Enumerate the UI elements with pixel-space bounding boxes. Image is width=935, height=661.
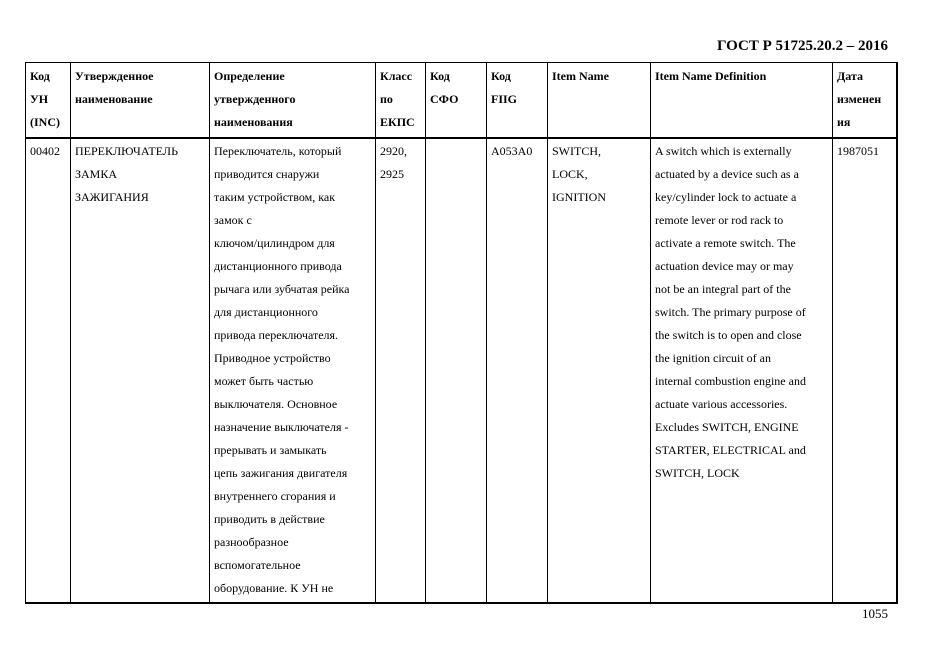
cell-line: activate a remote switch. The — [655, 236, 796, 250]
cell-item-name-definition — [651, 138, 833, 603]
cell-line: remote lever or rod rack to — [655, 213, 784, 227]
cell-line: внутреннего сгорания и — [214, 489, 336, 503]
cell-definition-ru — [210, 138, 376, 603]
cell-line: STARTER, ELECTRICAL and — [655, 443, 806, 457]
header-class-ekps: Класс по ЕКПС — [376, 63, 426, 139]
inc-table — [25, 62, 898, 604]
cell-line: для дистанционного — [214, 305, 318, 319]
cell-line: замок с — [214, 213, 252, 227]
cell-code-inc: 00402 — [26, 138, 71, 603]
cell-change-date: 1987051 — [833, 138, 897, 603]
header-code-sfo: Код СФО — [426, 63, 487, 139]
header-item-name: Item Name — [548, 63, 651, 139]
cell-line: 2925 — [380, 167, 404, 181]
cell-line: SWITCH, LOCK — [655, 466, 740, 480]
cell-line: разнообразное — [214, 535, 289, 549]
cell-line: назначение выключателя - — [214, 420, 349, 434]
cell-line: оборудование. К УН не — [214, 581, 334, 595]
cell-line: ключом/цилиндром для — [214, 236, 335, 250]
document-id: ГОСТ Р 51725.20.2 – 2016 — [716, 38, 888, 54]
cell-line: привода переключателя. — [214, 328, 339, 342]
cell-line: Приводное устройство — [214, 351, 331, 365]
header-change-date: Дата изменен ия — [833, 63, 897, 139]
cell-line: LOCK, — [552, 167, 588, 181]
cell-line: ПЕРЕКЛЮЧАТЕЛЬ — [75, 144, 178, 158]
cell-item-name — [548, 138, 651, 603]
cell-line: not be an integral part of the — [655, 282, 791, 296]
cell-line: приводить в действие — [214, 512, 325, 526]
cell-code-fiig: A053A0 — [487, 138, 548, 603]
cell-line: SWITCH, — [552, 144, 601, 158]
cell-line: рычага или зубчатая рейка — [214, 282, 350, 296]
cell-line: actuated by a device such as a — [655, 167, 799, 181]
cell-line: Excludes SWITCH, ENGINE — [655, 420, 799, 434]
cell-line: the switch is to open and close — [655, 328, 802, 342]
table-header-row — [26, 63, 897, 139]
cell-line: Переключатель, который — [214, 144, 342, 158]
header-approved-name: Утвержденное наименование — [71, 63, 210, 139]
cell-line: прерывать и замыкать — [214, 443, 327, 457]
cell-line: ЗАЖИГАНИЯ — [75, 190, 149, 204]
cell-line: ЗАМКА — [75, 167, 118, 181]
cell-line: таким устройством, как — [214, 190, 336, 204]
cell-line: вспомогательное — [214, 558, 301, 572]
cell-approved-name — [71, 138, 210, 603]
cell-line: key/cylinder lock to actuate a — [655, 190, 797, 204]
cell-line: может быть частью — [214, 374, 314, 388]
cell-line: A switch which is externally — [655, 144, 792, 158]
header-code-fiig: Код FIIG — [487, 63, 548, 139]
cell-line: internal combustion engine and — [655, 374, 806, 388]
cell-line: приводится снаружи — [214, 167, 320, 181]
cell-line: выключателя. Основное — [214, 397, 338, 411]
cell-line: дистанционного привода — [214, 259, 342, 273]
page-number: 1055 — [862, 606, 888, 621]
cell-line: IGNITION — [552, 190, 606, 204]
cell-line: цепь зажигания двигателя — [214, 466, 348, 480]
cell-line: actuate various accessories. — [655, 397, 788, 411]
header-item-name-definition: Item Name Definition — [651, 63, 833, 139]
cell-class-ekps — [376, 138, 426, 603]
header-code-inc: Код УН (INC) — [26, 63, 71, 139]
cell-line: the ignition circuit of an — [655, 351, 771, 365]
cell-line: actuation device may or may — [655, 259, 794, 273]
cell-code-sfo — [426, 138, 487, 603]
header-definition: Определение утвержденного наименования — [210, 63, 376, 139]
cell-line: 2920, — [380, 144, 407, 158]
cell-line: switch. The primary purpose of — [655, 305, 806, 319]
table-row — [26, 138, 897, 603]
